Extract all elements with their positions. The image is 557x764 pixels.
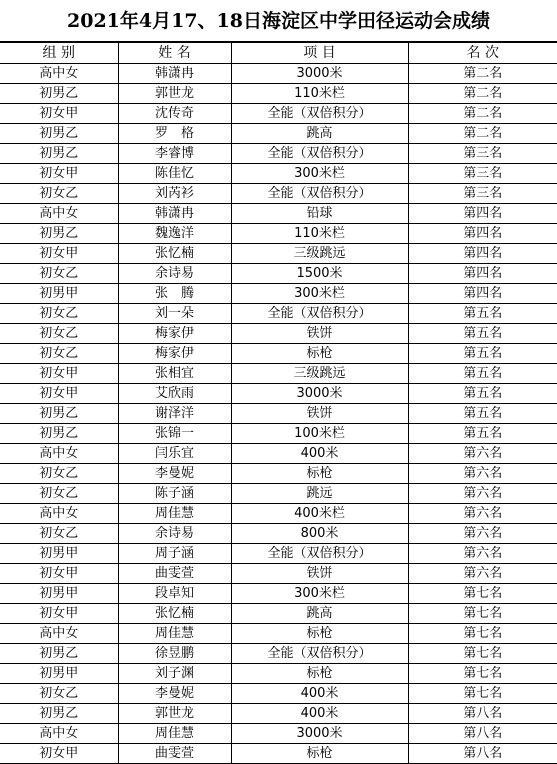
rank-cell: 第四名: [408, 284, 557, 304]
group-cell: 初男乙: [0, 424, 118, 444]
group-cell: 初女乙: [0, 304, 118, 324]
group-cell: 初女甲: [0, 564, 118, 584]
group-cell: 初女甲: [0, 244, 118, 264]
table-row: [0, 444, 557, 464]
table-row: [0, 364, 557, 384]
rank-cell: 第八名: [408, 724, 557, 744]
table-row: [0, 264, 557, 284]
event-cell: 3000米: [231, 724, 408, 744]
name-cell: 韩潇冉: [118, 64, 231, 84]
name-cell: 李曼妮: [118, 464, 231, 484]
group-cell: 初女乙: [0, 484, 118, 504]
rank-cell: 第三名: [408, 164, 557, 184]
table-row: [0, 164, 557, 184]
group-cell: 初男乙: [0, 124, 118, 144]
event-cell: 标枪: [231, 744, 408, 764]
group-cell: 初男乙: [0, 224, 118, 244]
name-cell: 罗 格: [118, 124, 231, 144]
table-row: [0, 384, 557, 404]
event-cell: 3000米: [231, 64, 408, 84]
rank-cell: 第二名: [408, 84, 557, 104]
event-cell: 110米栏: [231, 84, 408, 104]
event-cell: 跳高: [231, 124, 408, 144]
rank-cell: 第五名: [408, 364, 557, 384]
name-cell: 徐昱鹏: [118, 644, 231, 664]
table-row: [0, 184, 557, 204]
rank-cell: 第三名: [408, 184, 557, 204]
rank-cell: 第六名: [408, 524, 557, 544]
rank-cell: 第五名: [408, 344, 557, 364]
name-cell: 刘一朵: [118, 304, 231, 324]
name-cell: 沈传奇: [118, 104, 231, 124]
event-cell: 800米: [231, 524, 408, 544]
name-cell: 闫乐宜: [118, 444, 231, 464]
name-cell: 张忆楠: [118, 604, 231, 624]
table-row: [0, 244, 557, 264]
event-cell: 铁饼: [231, 564, 408, 584]
rank-cell: 第四名: [408, 224, 557, 244]
group-cell: 初女乙: [0, 324, 118, 344]
table-row: [0, 144, 557, 164]
name-cell: 刘芮衫: [118, 184, 231, 204]
group-cell: 高中女: [0, 624, 118, 644]
rank-cell: 第六名: [408, 544, 557, 564]
rank-cell: 第六名: [408, 564, 557, 584]
rank-cell: 第五名: [408, 424, 557, 444]
event-cell: 400米栏: [231, 504, 408, 524]
rank-cell: 第四名: [408, 264, 557, 284]
group-cell: 初女乙: [0, 344, 118, 364]
event-cell: 300米栏: [231, 284, 408, 304]
rank-cell: 第六名: [408, 504, 557, 524]
event-cell: 标枪: [231, 624, 408, 644]
table-row: [0, 124, 557, 144]
name-cell: 张忆楠: [118, 244, 231, 264]
rank-cell: 第五名: [408, 404, 557, 424]
name-cell: 郭世龙: [118, 84, 231, 104]
group-cell: 高中女: [0, 724, 118, 744]
table-row: [0, 584, 557, 604]
group-cell: 初女乙: [0, 184, 118, 204]
name-cell: 艾欣雨: [118, 384, 231, 404]
group-cell: 初女甲: [0, 164, 118, 184]
name-cell: 曲雯萱: [118, 744, 231, 764]
group-cell: 初男甲: [0, 584, 118, 604]
table-row: [0, 684, 557, 704]
table-row: [0, 304, 557, 324]
table-row: [0, 644, 557, 664]
table-row: [0, 624, 557, 644]
group-cell: 初女甲: [0, 384, 118, 404]
group-cell: 初男乙: [0, 144, 118, 164]
name-cell: 陈佳忆: [118, 164, 231, 184]
event-cell: 铅球: [231, 204, 408, 224]
name-cell: 梅家伊: [118, 324, 231, 344]
table-row: [0, 424, 557, 444]
name-cell: 曲雯萱: [118, 564, 231, 584]
name-cell: 谢泽洋: [118, 404, 231, 424]
event-cell: 全能（双倍积分）: [231, 144, 408, 164]
rank-cell: 第八名: [408, 744, 557, 764]
name-cell: 余诗易: [118, 264, 231, 284]
event-cell: 铁饼: [231, 404, 408, 424]
group-cell: 初女乙: [0, 684, 118, 704]
event-cell: 400米: [231, 704, 408, 724]
header-row: [0, 43, 557, 64]
event-cell: 跳远: [231, 484, 408, 504]
results-body: [0, 64, 557, 764]
group-cell: 初女甲: [0, 744, 118, 764]
rank-cell: 第七名: [408, 684, 557, 704]
table-row: [0, 524, 557, 544]
rank-cell: 第四名: [408, 244, 557, 264]
group-cell: 高中女: [0, 204, 118, 224]
rank-cell: 第二名: [408, 124, 557, 144]
name-cell: 张相宜: [118, 364, 231, 384]
table-row: [0, 564, 557, 584]
rank-cell: 第六名: [408, 464, 557, 484]
event-cell: 标枪: [231, 464, 408, 484]
header-name: 姓 名: [118, 43, 231, 64]
event-cell: 全能（双倍积分）: [231, 104, 408, 124]
table-row: [0, 64, 557, 84]
event-cell: 标枪: [231, 344, 408, 364]
name-cell: 李睿博: [118, 144, 231, 164]
name-cell: 郭世龙: [118, 704, 231, 724]
header-rank: 名 次: [408, 43, 557, 64]
group-cell: 初男甲: [0, 544, 118, 564]
rank-cell: 第二名: [408, 104, 557, 124]
group-cell: 高中女: [0, 64, 118, 84]
group-cell: 初女乙: [0, 524, 118, 544]
name-cell: 魏逸洋: [118, 224, 231, 244]
rank-cell: 第八名: [408, 704, 557, 724]
table-row: [0, 224, 557, 244]
event-cell: 300米栏: [231, 584, 408, 604]
event-cell: 110米栏: [231, 224, 408, 244]
table-row: [0, 344, 557, 364]
group-cell: 初男乙: [0, 644, 118, 664]
name-cell: 余诗易: [118, 524, 231, 544]
group-cell: 高中女: [0, 444, 118, 464]
table-row: [0, 604, 557, 624]
group-cell: 初女甲: [0, 364, 118, 384]
table-row: [0, 284, 557, 304]
table-row: [0, 324, 557, 344]
header-event: 项 目: [231, 43, 408, 64]
rank-cell: 第六名: [408, 484, 557, 504]
rank-cell: 第四名: [408, 204, 557, 224]
rank-cell: 第三名: [408, 144, 557, 164]
name-cell: 梅家伊: [118, 344, 231, 364]
rank-cell: 第五名: [408, 304, 557, 324]
group-cell: 初男乙: [0, 704, 118, 724]
name-cell: 张 腾: [118, 284, 231, 304]
rank-cell: 第七名: [408, 644, 557, 664]
group-cell: 初男乙: [0, 404, 118, 424]
name-cell: 陈子涵: [118, 484, 231, 504]
table-row: [0, 104, 557, 124]
rank-cell: 第五名: [408, 324, 557, 344]
page-title: 2021年4月17、18日海淀区中学田径运动会成绩: [0, 0, 557, 42]
table-row: [0, 204, 557, 224]
event-cell: 全能（双倍积分）: [231, 544, 408, 564]
table-row: [0, 704, 557, 724]
group-cell: 初男甲: [0, 284, 118, 304]
rank-cell: 第六名: [408, 444, 557, 464]
event-cell: 三级跳远: [231, 364, 408, 384]
event-cell: 全能（双倍积分）: [231, 184, 408, 204]
event-cell: 1500米: [231, 264, 408, 284]
name-cell: 周佳慧: [118, 724, 231, 744]
event-cell: 三级跳远: [231, 244, 408, 264]
name-cell: 韩潇冉: [118, 204, 231, 224]
event-cell: 100米栏: [231, 424, 408, 444]
rank-cell: 第七名: [408, 624, 557, 644]
event-cell: 铁饼: [231, 324, 408, 344]
header-group: 组 别: [0, 43, 118, 64]
event-cell: 400米: [231, 444, 408, 464]
rank-cell: 第七名: [408, 664, 557, 684]
event-cell: 3000米: [231, 384, 408, 404]
event-cell: 400米: [231, 684, 408, 704]
event-cell: 跳高: [231, 604, 408, 624]
event-cell: 标枪: [231, 664, 408, 684]
table-row: [0, 544, 557, 564]
table-row: [0, 484, 557, 504]
name-cell: 段卓知: [118, 584, 231, 604]
table-row: [0, 724, 557, 744]
results-table: [0, 42, 557, 764]
rank-cell: 第七名: [408, 584, 557, 604]
rank-cell: 第七名: [408, 604, 557, 624]
group-cell: 初女乙: [0, 264, 118, 284]
name-cell: 周佳慧: [118, 624, 231, 644]
group-cell: 高中女: [0, 504, 118, 524]
name-cell: 李曼妮: [118, 684, 231, 704]
group-cell: 初女乙: [0, 464, 118, 484]
group-cell: 初男乙: [0, 84, 118, 104]
event-cell: 全能（双倍积分）: [231, 644, 408, 664]
event-cell: 全能（双倍积分）: [231, 304, 408, 324]
name-cell: 张锦一: [118, 424, 231, 444]
table-row: [0, 504, 557, 524]
name-cell: 周佳慧: [118, 504, 231, 524]
name-cell: 周子涵: [118, 544, 231, 564]
name-cell: 刘子渊: [118, 664, 231, 684]
group-cell: 初男甲: [0, 664, 118, 684]
rank-cell: 第二名: [408, 64, 557, 84]
table-row: [0, 404, 557, 424]
table-row: [0, 84, 557, 104]
table-row: [0, 464, 557, 484]
table-row: [0, 664, 557, 684]
group-cell: 初女甲: [0, 604, 118, 624]
group-cell: 初女甲: [0, 104, 118, 124]
rank-cell: 第五名: [408, 384, 557, 404]
event-cell: 300米栏: [231, 164, 408, 184]
